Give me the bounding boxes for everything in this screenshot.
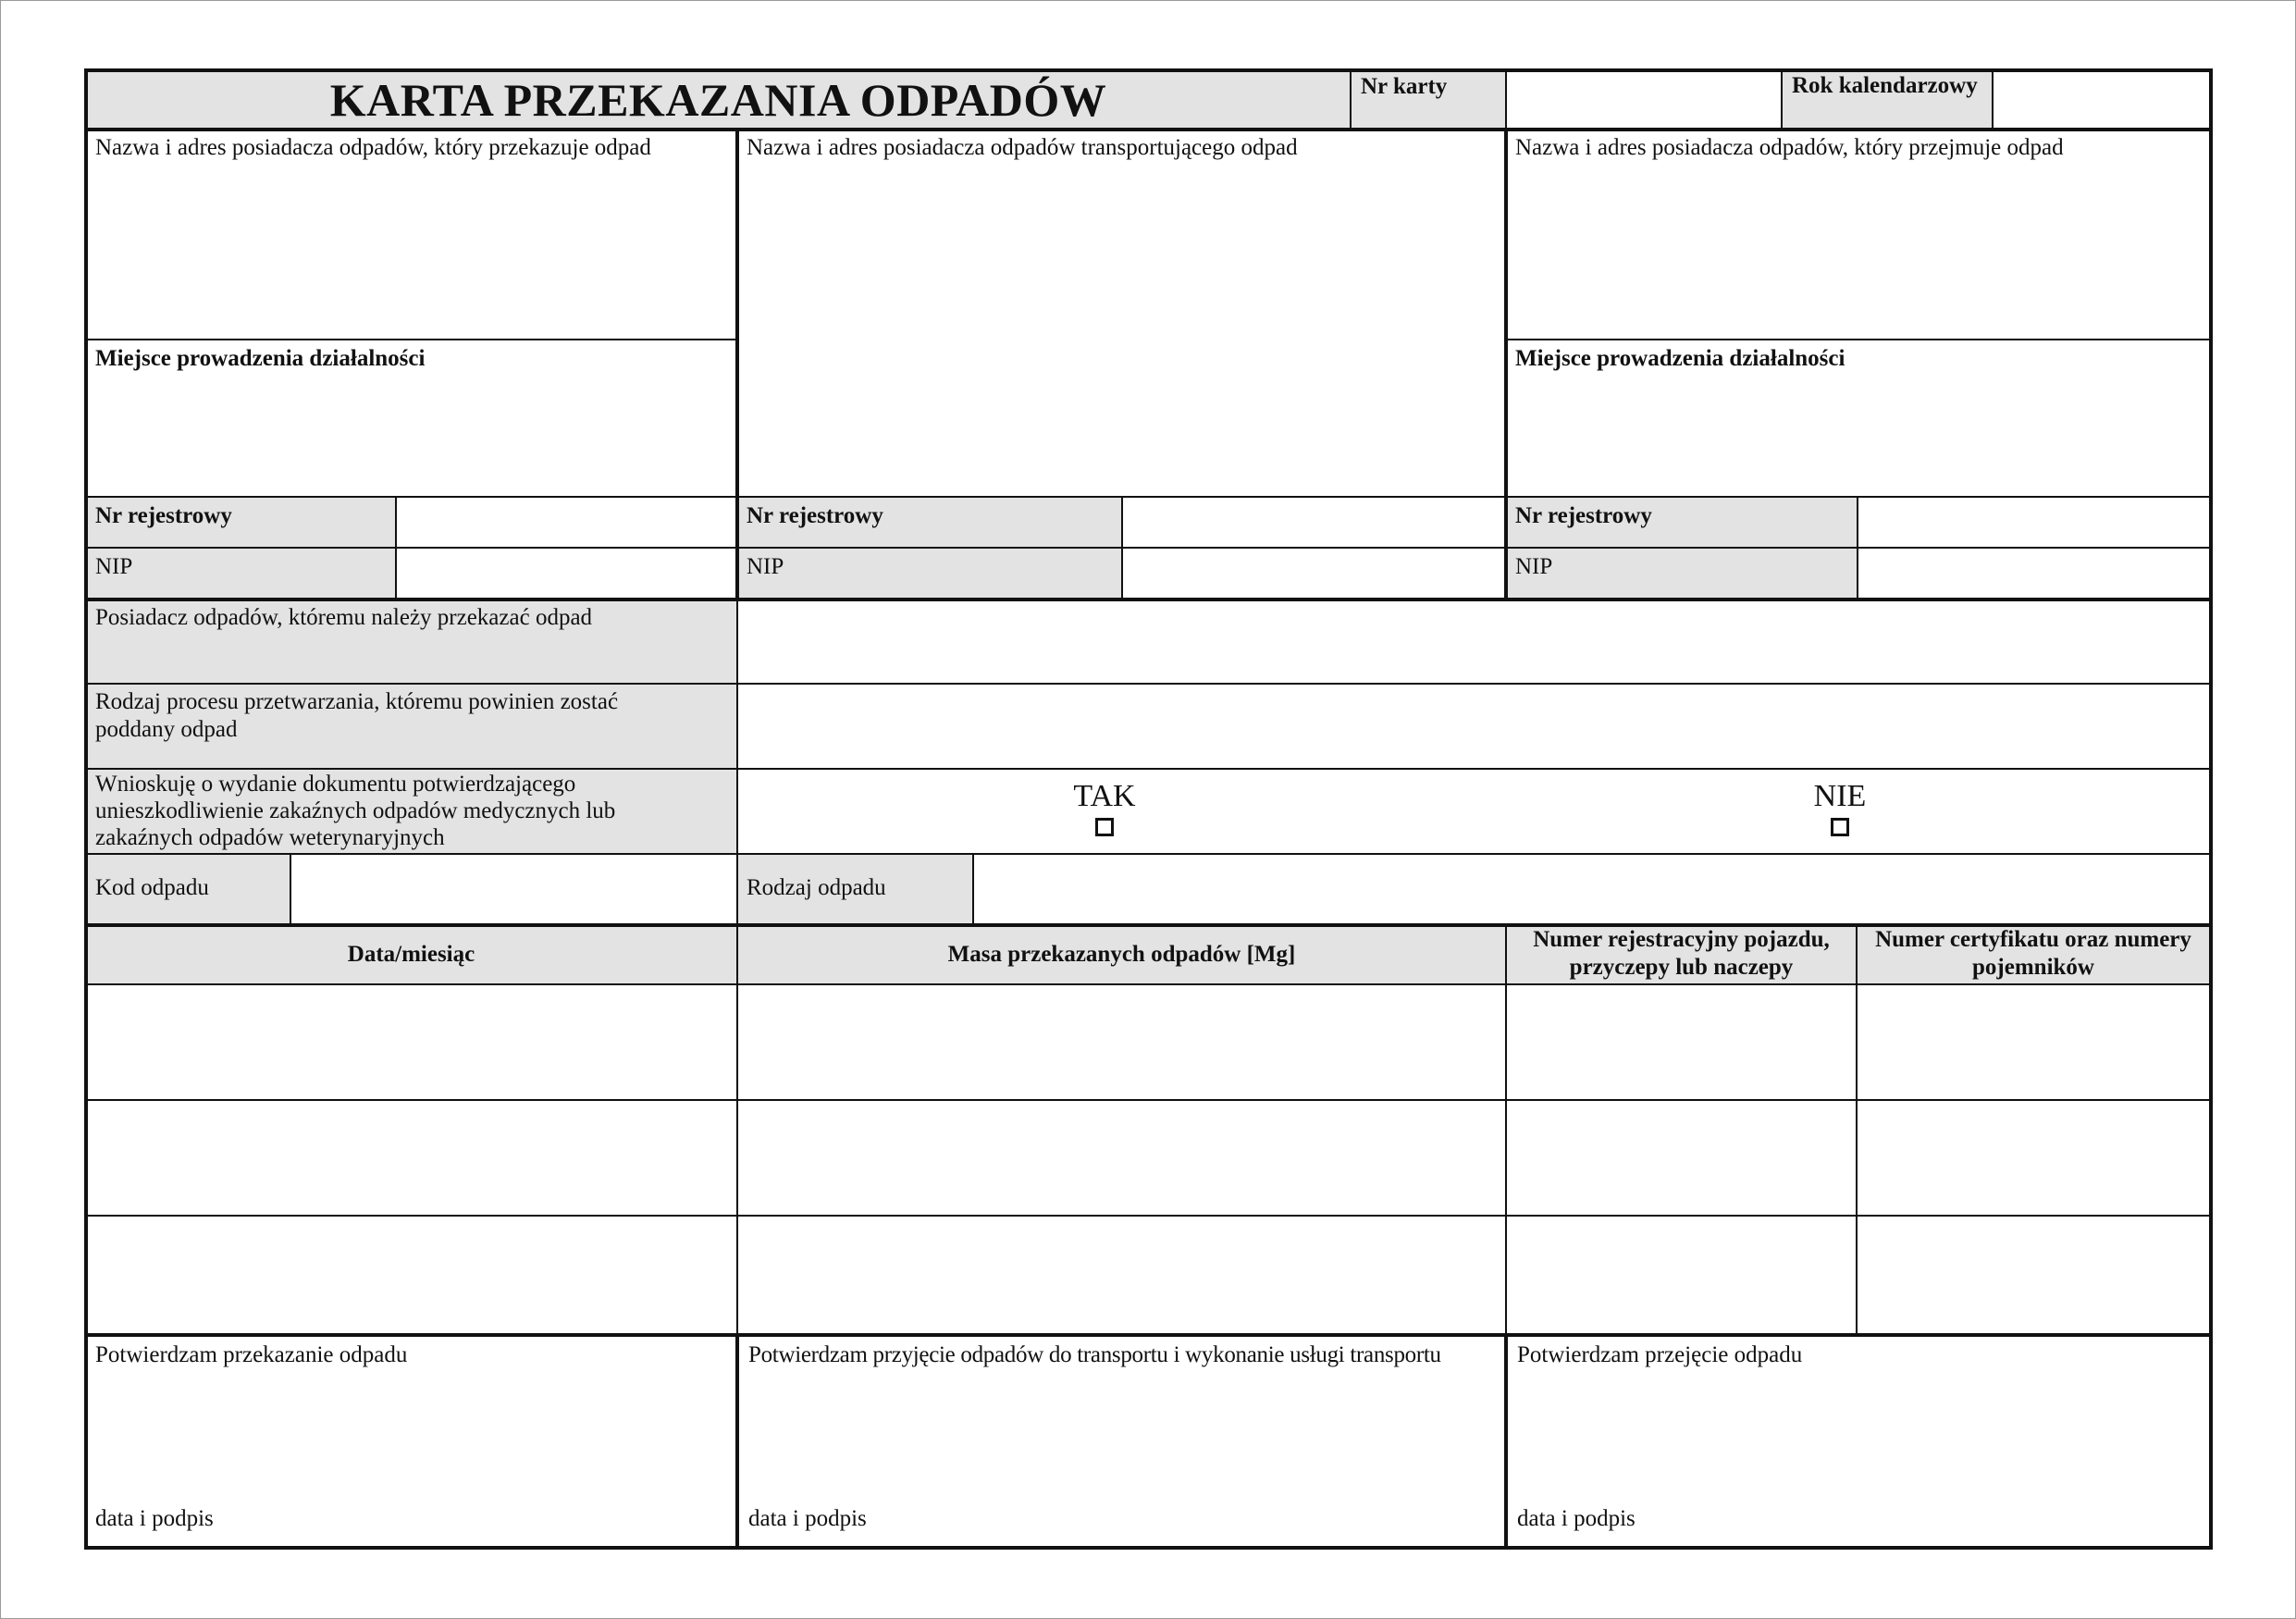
table-cell[interactable] — [1507, 1101, 1856, 1215]
receiver-place-label: Miejsce prowadzenia działalności — [1515, 346, 1845, 371]
waste-code-label: Kod odpadu — [95, 875, 209, 900]
sender-reg-field[interactable] — [397, 498, 736, 547]
waste-code-field[interactable] — [291, 855, 736, 923]
receiver-signature-label: Potwierdzam przejęcie odpadu — [1517, 1342, 1803, 1367]
receiver-nip-field[interactable] — [1858, 549, 2209, 598]
sender-place-label: Miejsce prowadzenia działalności — [95, 346, 426, 371]
receiver-name-address[interactable] — [1506, 130, 2209, 339]
table-cell[interactable] — [738, 985, 1505, 1099]
table-cell[interactable] — [1858, 1217, 2209, 1333]
receiver-reg-field[interactable] — [1858, 498, 2209, 547]
carrier-nip-field[interactable] — [1123, 549, 1504, 598]
sender-signature-box[interactable] — [86, 1337, 735, 1546]
no-label: NIE — [1813, 779, 1867, 813]
holder-label: Posiadacz odpadów, któremu należy przekazać odpad — [95, 605, 593, 630]
carrier-name-label: Nazwa i adres posiadacza odpadów transportującego odpad — [747, 135, 1298, 160]
carrier-nip-label: NIP — [747, 554, 784, 579]
no-checkbox[interactable] — [1831, 818, 1849, 836]
carrier-name-address[interactable] — [737, 130, 1504, 496]
form-title: KARTA PRZEKAZANIA ODPADÓW — [329, 74, 1107, 126]
column-header-mass: Masa przekazanych odpadów [Mg] — [947, 942, 1296, 967]
sender-name-label: Nazwa i adres posiadacza odpadów, który przekazuje odpad — [95, 135, 651, 160]
table-cell[interactable] — [738, 1101, 1505, 1215]
table-cell[interactable] — [86, 985, 736, 1099]
sender-nip-label: NIP — [95, 554, 133, 579]
sender-date-signature-label: data i podpis — [95, 1506, 214, 1531]
column-header-vehicle: Numer rejestracyjny pojazdu, przyczepy lub naczepy — [1533, 927, 1830, 980]
sender-business-place[interactable] — [86, 340, 736, 496]
waste-type-field[interactable] — [974, 855, 2209, 923]
yes-checkbox[interactable] — [1095, 818, 1114, 836]
request-label: Wnioskuję o wydanie dokumentu potwierdzającego unieszkodliwienie zakaźnych odpadów medycznych lub zakaźnych odpadów weterynaryjnych — [95, 772, 616, 850]
receiver-signature-box[interactable] — [1508, 1337, 2209, 1546]
table-cell[interactable] — [1507, 985, 1856, 1099]
column-header-date: Data/miesiąc — [347, 942, 475, 967]
sender-nip-field[interactable] — [397, 549, 736, 598]
process-field[interactable] — [738, 685, 2209, 768]
year-field[interactable] — [1994, 70, 2209, 128]
table-cell[interactable] — [738, 1217, 1505, 1333]
carrier-date-signature-label: data i podpis — [748, 1506, 867, 1531]
yes-label: TAK — [1073, 779, 1136, 813]
table-cell[interactable] — [1858, 985, 2209, 1099]
table-cell[interactable] — [86, 1101, 736, 1215]
receiver-reg-label: Nr rejestrowy — [1515, 503, 1652, 528]
receiver-name-label: Nazwa i adres posiadacza odpadów, który przejmuje odpad — [1515, 135, 2064, 160]
receiver-date-signature-label: data i podpis — [1517, 1506, 1636, 1531]
table-cell[interactable] — [86, 1217, 736, 1333]
receiver-business-place[interactable] — [1506, 340, 2209, 496]
holder-field[interactable] — [738, 599, 2209, 683]
card-number-label: Nr karty — [1361, 74, 1448, 99]
carrier-signature-label: Potwierdzam przyjęcie odpadów do transportu i wykonanie usługi transportu — [748, 1342, 1441, 1367]
column-header-certificate: Numer certyfikatu oraz numery pojemników — [1875, 927, 2191, 980]
sender-signature-label: Potwierdzam przekazanie odpadu — [95, 1342, 408, 1367]
table-cell[interactable] — [1507, 1217, 1856, 1333]
year-label: Rok kalendarzowy — [1792, 73, 1978, 98]
waste-type-label: Rodzaj odpadu — [747, 875, 886, 900]
sender-name-address[interactable] — [86, 130, 736, 339]
carrier-reg-label: Nr rejestrowy — [747, 503, 883, 528]
table-cell[interactable] — [1858, 1101, 2209, 1215]
receiver-nip-label: NIP — [1515, 554, 1553, 579]
card-number-field[interactable] — [1507, 70, 1782, 128]
process-label: Rodzaj procesu przetwarzania, któremu powinien zostać poddany odpad — [95, 689, 619, 742]
carrier-reg-field[interactable] — [1123, 498, 1504, 547]
carrier-signature-box[interactable] — [739, 1337, 1504, 1546]
sender-reg-label: Nr rejestrowy — [95, 503, 232, 528]
